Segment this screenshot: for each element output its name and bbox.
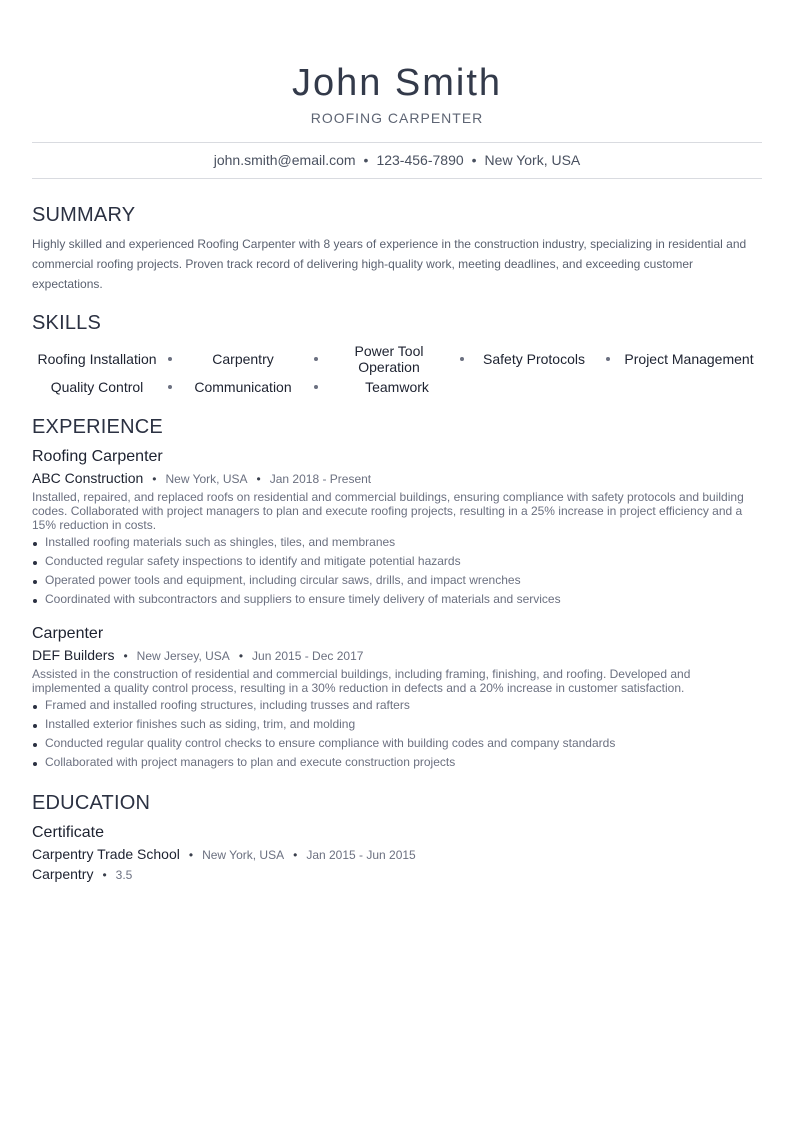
contact-line (32, 152, 762, 168)
contact-separator: • (471, 152, 477, 168)
job-company: DEF Builders (32, 647, 115, 663)
skill-item: Power Tool Operation (354, 343, 424, 375)
skill-item: Safety Protocols (483, 351, 585, 367)
bullet-icon (33, 599, 37, 603)
job-description: Assisted in the construction of residential and commercial buildings, including framing, finishing, and roofing. Developed and implemented a quality control process, resulting in a 30% reduction in defects and a 20% increase in customer satisfaction. (32, 667, 691, 695)
bullet-icon (33, 724, 37, 728)
meta-separator: • (152, 472, 157, 486)
skills-heading: SKILLS (32, 312, 102, 334)
bullet-icon (33, 743, 37, 747)
bullet-icon (33, 561, 37, 565)
job-meta (32, 647, 363, 663)
list-item: Conducted regular safety inspections to identify and mitigate potential hazards (32, 552, 758, 571)
contact-location: New York, USA (484, 152, 581, 168)
job-bullet-list (32, 696, 758, 772)
skill-item: Quality Control (50, 379, 144, 395)
skill-separator (460, 357, 464, 361)
education-gpa: 3.5 (115, 868, 133, 882)
bullet-icon (33, 762, 37, 766)
bullet-icon (33, 542, 37, 546)
list-item: Installed roofing materials such as shingles, tiles, and membranes (32, 533, 758, 552)
bullet-icon (33, 705, 37, 709)
job-title: Roofing Carpenter (32, 448, 163, 465)
skill-item: Carpentry (212, 351, 274, 367)
summary-heading: SUMMARY (32, 204, 136, 226)
meta-separator: • (102, 868, 107, 882)
list-item: Framed and installed roofing structures, including trusses and rafters (32, 696, 758, 715)
list-item: Collaborated with project managers to plan and execute construction projects (32, 753, 758, 772)
meta-separator: • (238, 649, 244, 663)
education-field: Carpentry (32, 866, 94, 882)
skill-separator (314, 357, 318, 361)
education-field-meta (32, 866, 132, 882)
job-location: New Jersey, USA (136, 649, 230, 663)
skill-item: Roofing Installation (37, 351, 157, 367)
education-heading: EDUCATION (32, 792, 151, 814)
education-dates: Jan 2015 - Jun 2015 (306, 848, 416, 862)
skill-item: Communication (194, 379, 292, 395)
meta-separator: • (188, 848, 194, 862)
skill-separator (168, 357, 172, 361)
candidate-role: ROOFING CARPENTER (310, 110, 484, 126)
skill-separator (606, 357, 610, 361)
experience-heading: EXPERIENCE (32, 416, 163, 438)
list-item: Conducted regular quality control checks to ensure compliance with building codes and company standards (32, 734, 758, 753)
job-title: Carpenter (32, 625, 104, 642)
job-bullet-list (32, 533, 758, 609)
bullet-icon (33, 580, 37, 584)
meta-separator: • (293, 848, 298, 862)
education-school: Carpentry Trade School (32, 846, 180, 862)
education-location: New York, USA (202, 848, 285, 862)
contact-separator: • (363, 152, 369, 168)
list-item: Coordinated with subcontractors and suppliers to ensure timely delivery of materials and services (32, 590, 758, 609)
job-dates: Jun 2015 - Dec 2017 (252, 649, 364, 663)
job-dates: Jan 2018 - Present (269, 472, 372, 486)
summary-text: Highly skilled and experienced Roofing Carpenter with 8 years of experience in the construction industry, specializing in residential and commercial roofing projects. Proven track record of delivering high-quality work, meeting deadlines, and exceeding customer expectations. (32, 237, 747, 291)
job-company: ABC Construction (32, 470, 144, 486)
job-meta (32, 470, 371, 486)
skill-separator (168, 385, 172, 389)
meta-separator: • (123, 649, 128, 663)
header-divider-top (32, 142, 762, 143)
job-description: Installed, repaired, and replaced roofs on residential and commercial buildings, ensuring compliance with safety protocols and building codes. Collaborated with project managers to plan and execute roofing projects, resulting in a 25% increase in project efficiency and a 15% reduction in costs. (32, 490, 744, 532)
meta-separator: • (256, 472, 261, 486)
list-item: Operated power tools and equipment, including circular saws, drills, and impact wrenches (32, 571, 758, 590)
education-degree: Certificate (32, 824, 105, 841)
skill-item: Teamwork (365, 379, 429, 395)
contact-email[interactable]: john.smith@email.com (213, 152, 356, 168)
skill-item: Project Management (624, 351, 754, 367)
job-location: New York, USA (165, 472, 248, 486)
contact-phone[interactable]: 123-456-7890 (376, 152, 464, 168)
header-divider-bottom (32, 178, 762, 179)
skill-separator (314, 385, 318, 389)
list-item: Installed exterior finishes such as siding, trim, and molding (32, 715, 758, 734)
education-meta (32, 846, 416, 862)
candidate-name: John Smith (291, 62, 503, 104)
